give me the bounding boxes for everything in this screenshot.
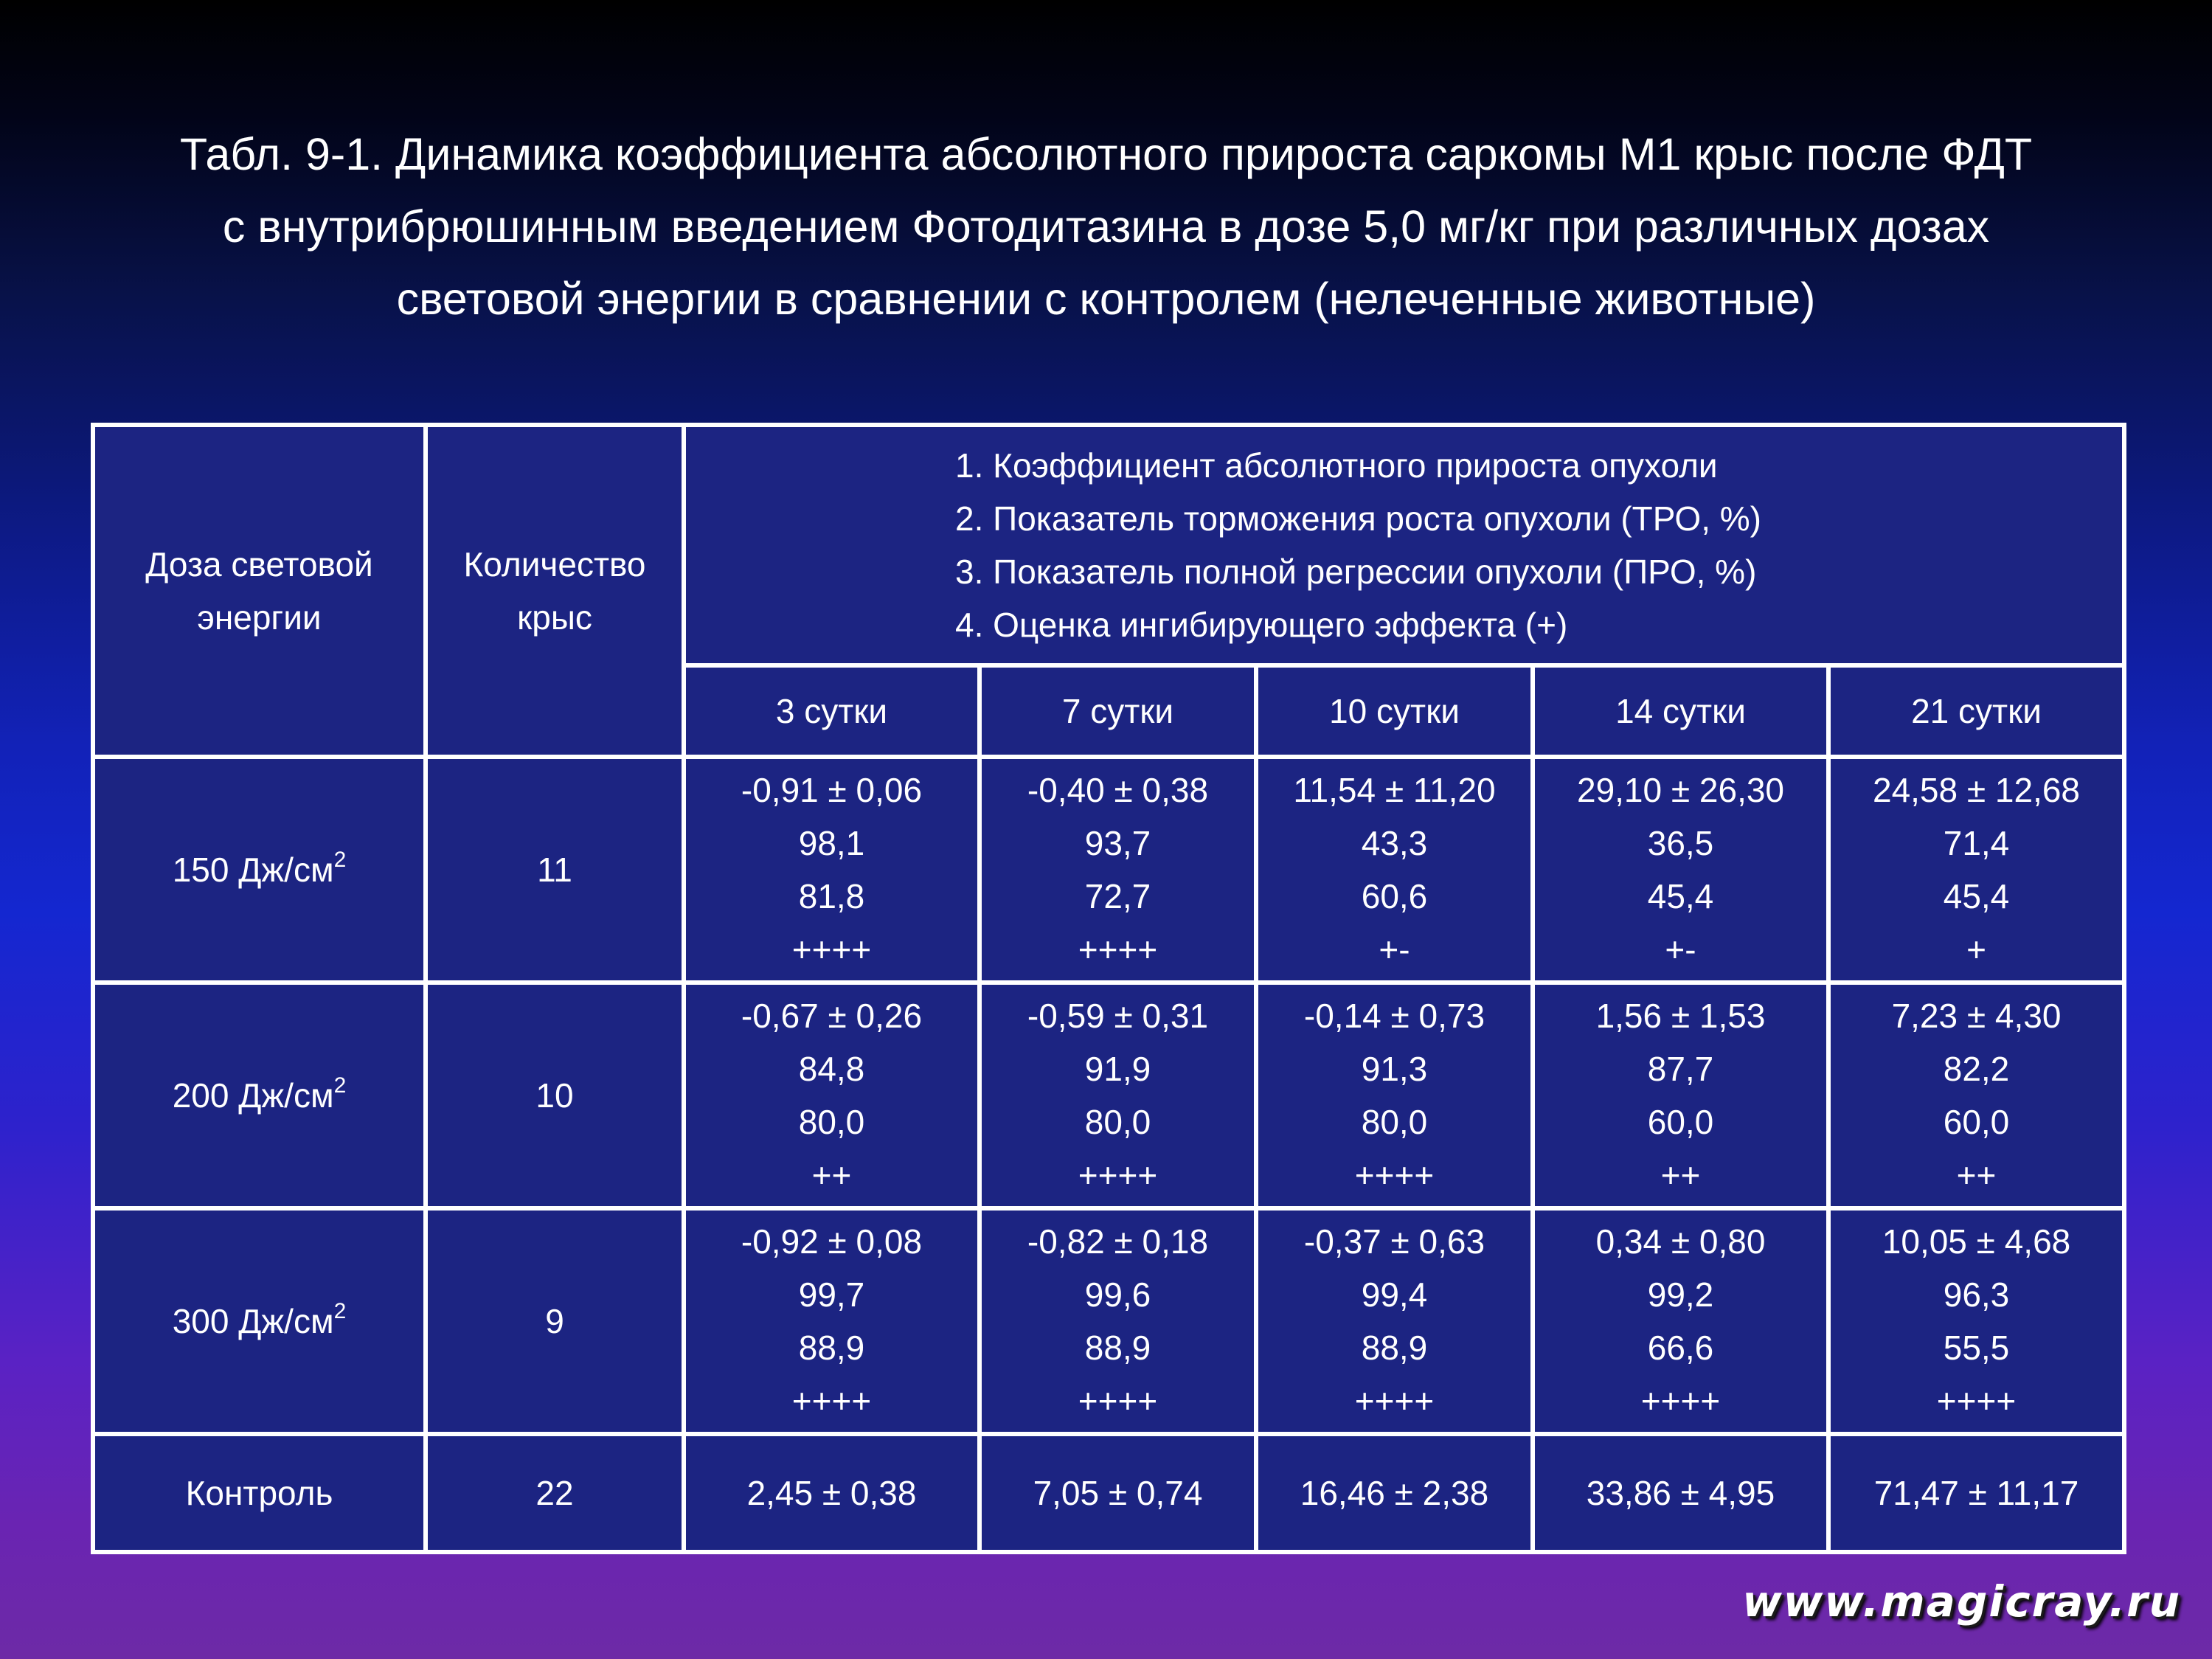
title-line-2: с внутрибрюшинным введением Фотодитазина в дозе 5,0 мг/кг при различных дозах	[222, 201, 1990, 252]
indicator-4: +-	[1665, 930, 1696, 969]
dose-unit-exponent: 2	[333, 1073, 347, 1098]
indicator-4: ++++	[1078, 1382, 1158, 1420]
indicator-3: 60,6	[1361, 877, 1428, 915]
control-value-day-21: 71,47 ± 11,17	[1828, 1434, 2124, 1552]
indicator-2: 87,7	[1647, 1050, 1714, 1088]
header-day-7: 7 сутки	[980, 665, 1256, 757]
indicator-4: ++++	[791, 930, 872, 969]
header-count-line-2: крыс	[517, 598, 592, 637]
indicator-4: +-	[1379, 930, 1410, 969]
results-table	[91, 423, 2126, 1554]
indicator-3: 88,9	[1084, 1329, 1151, 1367]
value-cell-day-7	[980, 983, 1256, 1208]
indicator-4: ++	[1660, 1156, 1701, 1194]
indicator-1: 0,34 ± 0,80	[1595, 1222, 1766, 1261]
indicator-1: 11,54 ± 11,20	[1293, 771, 1496, 809]
header-dose-line-1: Доза световой	[145, 545, 373, 583]
control-value-day-7: 7,05 ± 0,74	[980, 1434, 1256, 1552]
indicator-1: -0,40 ± 0,38	[1027, 771, 1209, 809]
legend-item-4: 4. Оценка ингибирующего эффекта (+)	[955, 606, 1568, 644]
indicator-2: 43,3	[1361, 824, 1428, 862]
indicator-3: 88,9	[798, 1329, 865, 1367]
dose-value	[93, 1208, 426, 1434]
indicator-3: 66,6	[1647, 1329, 1714, 1367]
value-cell-day-10	[1256, 983, 1533, 1208]
value-cell-day-3	[684, 983, 980, 1208]
control-count: 22	[426, 1434, 684, 1552]
header-dose-line-2: энергии	[197, 598, 322, 637]
header-day-10: 10 сутки	[1256, 665, 1533, 757]
indicator-3: 60,0	[1943, 1103, 2010, 1141]
dose-value	[93, 757, 426, 983]
indicator-2: 91,3	[1361, 1050, 1428, 1088]
value-cell-day-14	[1533, 1208, 1828, 1434]
table-title	[44, 118, 2168, 335]
indicator-3: 45,4	[1943, 877, 2010, 915]
indicator-2: 99,2	[1647, 1275, 1714, 1314]
value-cell-day-7	[980, 757, 1256, 983]
dose-unit-exponent: 2	[333, 1299, 347, 1323]
indicator-3: 60,0	[1647, 1103, 1714, 1141]
indicator-4: ++++	[1936, 1382, 2017, 1420]
indicator-4: ++++	[1354, 1156, 1435, 1194]
indicator-1: 7,23 ± 4,30	[1891, 997, 2062, 1035]
value-cell-day-3	[684, 757, 980, 983]
indicator-4: ++++	[791, 1382, 872, 1420]
indicator-4: ++	[1956, 1156, 1997, 1194]
indicator-4: ++++	[1354, 1382, 1435, 1420]
dose-row	[93, 983, 2124, 1208]
indicator-2: 84,8	[798, 1050, 865, 1088]
indicator-1: -0,14 ± 0,73	[1303, 997, 1485, 1035]
title-line-3: световой энергии в сравнении с контролем (нелеченные животные)	[396, 274, 1816, 324]
data-rows	[93, 757, 2124, 1434]
indicator-3: 81,8	[798, 877, 865, 915]
indicator-1: -0,82 ± 0,18	[1027, 1222, 1209, 1261]
legend-item-3: 3. Показатель полной регрессии опухоли (ПРО, %)	[955, 553, 1757, 591]
value-cell-day-10	[1256, 757, 1533, 983]
value-cell-day-21	[1828, 757, 2124, 983]
rat-count: 10	[426, 983, 684, 1208]
indicator-4: +	[1966, 930, 1986, 969]
value-cell-day-3	[684, 1208, 980, 1434]
indicator-1: 10,05 ± 4,68	[1882, 1222, 2071, 1261]
indicator-2: 71,4	[1943, 824, 2010, 862]
control-label: Контроль	[93, 1434, 426, 1552]
legend-item-1: 1. Коэффициент абсолютного прироста опухоли	[955, 446, 1718, 485]
indicator-2: 36,5	[1647, 824, 1714, 862]
indicator-1: -0,92 ± 0,08	[741, 1222, 923, 1261]
dose-unit-exponent: 2	[333, 848, 347, 872]
header-legend	[684, 425, 2124, 665]
indicator-3: 80,0	[1084, 1103, 1151, 1141]
indicator-3: 88,9	[1361, 1329, 1428, 1367]
control-value-day-10: 16,46 ± 2,38	[1256, 1434, 1533, 1552]
indicator-1: -0,67 ± 0,26	[741, 997, 923, 1035]
dose-row	[93, 1208, 2124, 1434]
rat-count: 11	[426, 757, 684, 983]
indicator-2: 91,9	[1084, 1050, 1151, 1088]
header-row-legend	[93, 425, 2124, 665]
indicator-2: 99,6	[1084, 1275, 1151, 1314]
dose-text: 300 Дж/см	[172, 1302, 334, 1340]
indicator-1: 29,10 ± 26,30	[1576, 771, 1785, 809]
value-cell-day-7	[980, 1208, 1256, 1434]
indicator-2: 99,7	[798, 1275, 865, 1314]
header-count-line-1: Количество	[463, 545, 646, 583]
header-count	[426, 425, 684, 757]
indicator-3: 45,4	[1647, 877, 1714, 915]
rat-count: 9	[426, 1208, 684, 1434]
indicator-2: 98,1	[798, 824, 865, 862]
indicator-3: 72,7	[1084, 877, 1151, 915]
indicator-2: 93,7	[1084, 824, 1151, 862]
indicator-4: ++++	[1078, 930, 1158, 969]
header-dose	[93, 425, 426, 757]
value-cell-day-21	[1828, 983, 2124, 1208]
indicator-1: -0,59 ± 0,31	[1027, 997, 1209, 1035]
indicator-2: 82,2	[1943, 1050, 2010, 1088]
indicator-3: 80,0	[1361, 1103, 1428, 1141]
header-day-3: 3 сутки	[684, 665, 980, 757]
indicator-2: 99,4	[1361, 1275, 1428, 1314]
indicator-4: ++	[811, 1156, 852, 1194]
control-row	[93, 1434, 2124, 1552]
dose-text: 150 Дж/см	[172, 851, 334, 889]
control-value-day-14: 33,86 ± 4,95	[1533, 1434, 1828, 1552]
dose-text: 200 Дж/см	[172, 1076, 334, 1115]
value-cell-day-21	[1828, 1208, 2124, 1434]
value-cell-day-14	[1533, 757, 1828, 983]
indicator-4: ++++	[1078, 1156, 1158, 1194]
indicator-2: 96,3	[1943, 1275, 2010, 1314]
value-cell-day-14	[1533, 983, 1828, 1208]
indicator-4: ++++	[1640, 1382, 1721, 1420]
indicator-3: 80,0	[798, 1103, 865, 1141]
indicator-1: -0,91 ± 0,06	[741, 771, 923, 809]
value-cell-day-10	[1256, 1208, 1533, 1434]
indicator-3: 55,5	[1943, 1329, 2010, 1367]
dose-row	[93, 757, 2124, 983]
dose-value	[93, 983, 426, 1208]
website-watermark: www.magicray.ru	[1742, 1576, 2181, 1627]
legend-item-2: 2. Показатель торможения роста опухоли (ТРО, %)	[955, 499, 1761, 538]
control-value-day-3: 2,45 ± 0,38	[684, 1434, 980, 1552]
indicator-1: 1,56 ± 1,53	[1595, 997, 1766, 1035]
title-line-1: Табл. 9-1. Динамика коэффициента абсолютного прироста саркомы М1 крыс после ФДТ	[179, 129, 2033, 179]
header-day-21: 21 сутки	[1828, 665, 2124, 757]
indicator-1: 24,58 ± 12,68	[1872, 771, 2081, 809]
header-day-14: 14 сутки	[1533, 665, 1828, 757]
indicator-1: -0,37 ± 0,63	[1303, 1222, 1485, 1261]
